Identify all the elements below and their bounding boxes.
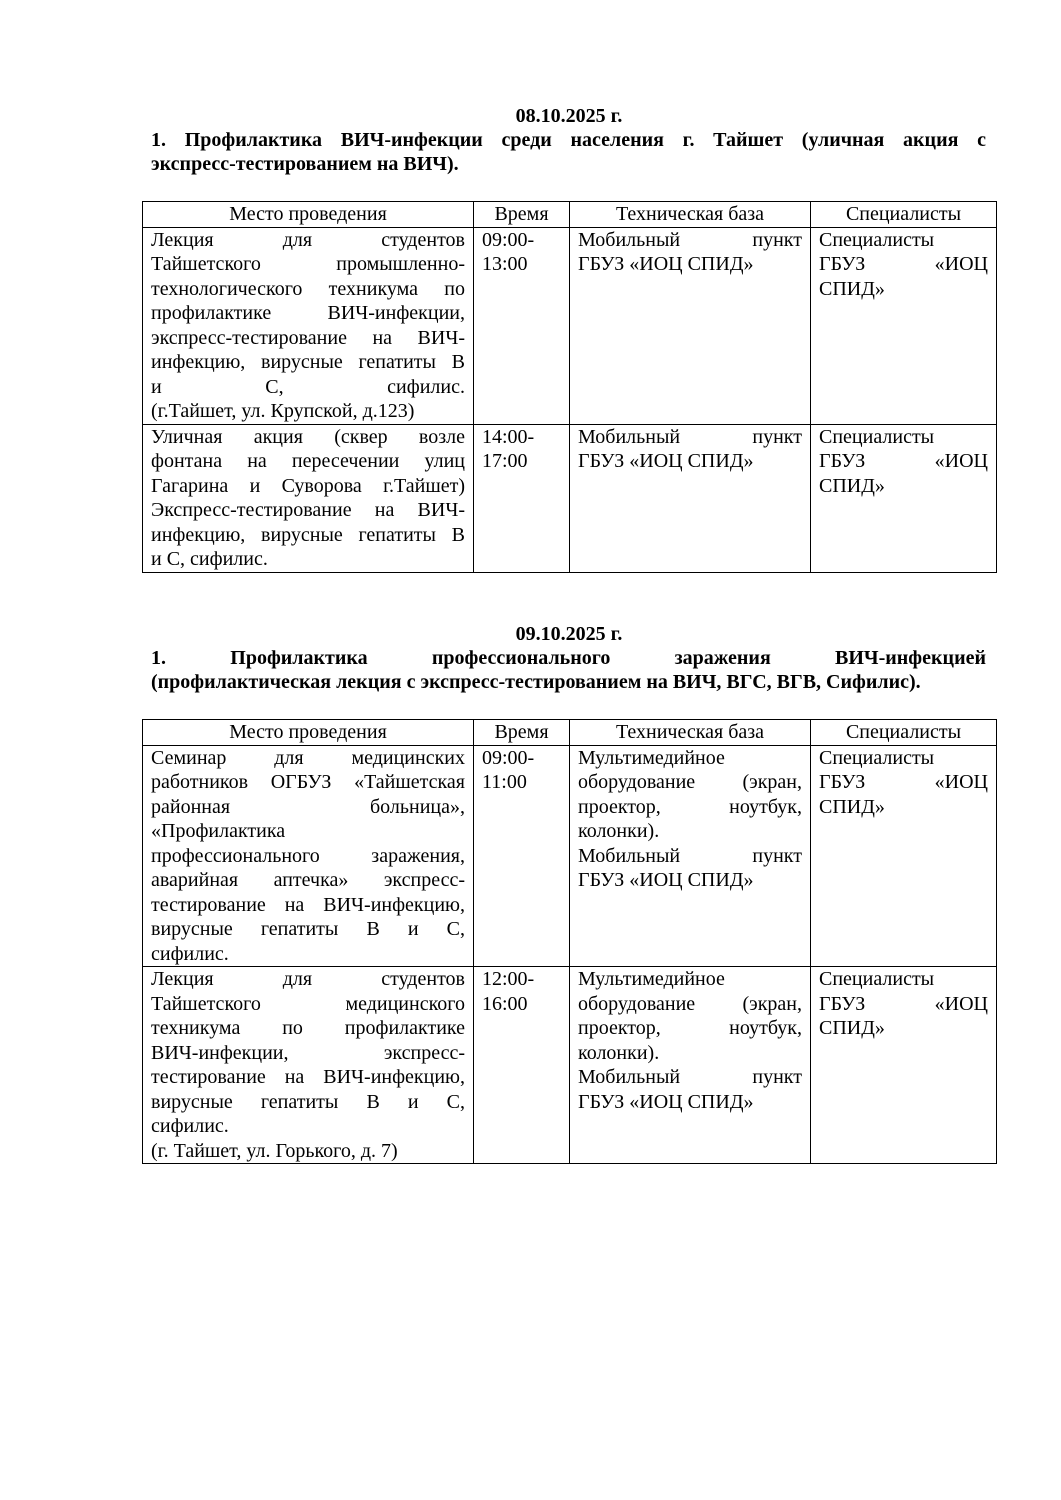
cell-text-line: и С, сифилис. [151, 375, 465, 398]
cell-text-line: экспресс-тестирование на ВИЧ- [151, 326, 465, 349]
cell-text-line: аварийная аптечка» экспресс- [151, 869, 465, 891]
cell-text-line: Уличная акция (сквер возле [151, 425, 465, 448]
cell-text-line: тестирование на ВИЧ-инфекцию, [151, 1066, 465, 1088]
heading-line: экспресс-тестированием на ВИЧ). [151, 153, 459, 175]
cell-text-line: колонки). [578, 820, 660, 842]
column-header-specialists: Специалисты [811, 720, 997, 746]
cell-text-line: Тайшетского медицинского [151, 992, 465, 1015]
column-header-place: Место проведения [143, 720, 474, 746]
cell-base [570, 967, 811, 1164]
cell-place [143, 227, 474, 424]
cell-text-line: проектор, ноутбук, [578, 795, 802, 818]
cell-text-line: районная больница», [151, 795, 465, 818]
cell-time [474, 424, 570, 572]
cell-text-line: 12:00- [482, 968, 535, 990]
cell-text-line: профессионального заражения, [151, 844, 465, 867]
schedule-table [142, 719, 997, 1164]
cell-text-line: проектор, ноутбук, [578, 1017, 802, 1039]
cell-text-line: ГБУЗ «ИОЦ СПИД» [578, 869, 754, 891]
cell-text-line: профилактике ВИЧ-инфекции, [151, 302, 465, 324]
cell-text-line: Экспресс-тестирование на ВИЧ- [151, 499, 465, 521]
cell-text-line: Тайшетского промышленно- [151, 253, 465, 275]
cell-text-line: оборудование (экран, [578, 992, 802, 1015]
cell-text-line: сифилис. [151, 942, 229, 965]
cell-text-line: работников ОГБУЗ «Тайшетская [151, 771, 465, 793]
section-heading [142, 646, 996, 694]
cell-specialists [811, 967, 997, 1164]
cell-text-line: СПИД» [819, 1017, 885, 1039]
cell-base [570, 745, 811, 967]
table-body [143, 745, 997, 1164]
cell-specialists [811, 745, 997, 967]
cell-text-line: Специалисты [819, 228, 935, 251]
column-header-place: Место проведения [143, 202, 474, 228]
cell-text-line: ГБУЗ «ИОЦ [819, 253, 988, 275]
cell-text-line: СПИД» [819, 795, 885, 818]
cell-text-line: Мультимедийное [578, 968, 725, 990]
cell-text-line: Мобильный пункт [578, 844, 802, 867]
column-header-base: Техническая база [570, 202, 811, 228]
cell-specialists [811, 227, 997, 424]
cell-text-line: тестирование на ВИЧ-инфекцию, [151, 893, 465, 916]
cell-text-line: Лекция для студентов [151, 968, 465, 990]
cell-text-line: инфекцию, вирусные гепатиты В [151, 523, 465, 546]
cell-text-line: Мобильный пункт [578, 228, 802, 251]
table-header-row [143, 720, 997, 746]
cell-time [474, 967, 570, 1164]
cell-text-line: ГБУЗ «ИОЦ [819, 450, 988, 472]
table-row [143, 227, 997, 424]
cell-text-line: ГБУЗ «ИОЦ [819, 992, 988, 1015]
cell-text-line: сифилис. [151, 1115, 229, 1137]
cell-text-line: 16:00 [482, 992, 528, 1015]
heading-line: (профилактическая лекция с экспресс-тестированием на ВИЧ, ВГС, ВГВ, Сифилис). [151, 671, 921, 693]
cell-text-line: Мультимедийное [578, 746, 725, 769]
table-row [143, 967, 997, 1164]
section-2025-10-09 [142, 622, 996, 1164]
cell-base [570, 424, 811, 572]
table-body [143, 227, 997, 572]
cell-specialists [811, 424, 997, 572]
cell-text-line: ГБУЗ «ИОЦ СПИД» [578, 450, 754, 472]
cell-text-line: ВИЧ-инфекции, экспресс- [151, 1041, 465, 1064]
cell-text-line: Специалисты [819, 425, 935, 448]
cell-text-line: Гагарина и Суворова г.Тайшет) [151, 474, 465, 497]
cell-text-line: вирусные гепатиты В и С, [151, 1090, 465, 1113]
cell-text-line: (г. Тайшет, ул. Горького, д. 7) [151, 1139, 398, 1162]
cell-text-line: и С, сифилис. [151, 548, 268, 570]
cell-text-line: оборудование (экран, [578, 771, 802, 793]
cell-text-line: колонки). [578, 1041, 660, 1064]
column-header-time: Время [474, 202, 570, 228]
cell-place [143, 967, 474, 1164]
cell-text-line: 11:00 [482, 771, 527, 793]
section-heading [142, 128, 996, 176]
cell-text-line: фонтана на пересечении улиц [151, 450, 465, 472]
cell-text-line: СПИД» [819, 474, 885, 497]
cell-text-line: Специалисты [819, 968, 935, 990]
cell-text-line: вирусные гепатиты В и С, [151, 918, 465, 940]
cell-place [143, 424, 474, 572]
cell-text-line: 09:00- [482, 228, 535, 251]
cell-time [474, 745, 570, 967]
column-header-time: Время [474, 720, 570, 746]
cell-text-line: «Профилактика [151, 820, 286, 842]
cell-text-line: ГБУЗ «ИОЦ СПИД» [578, 1090, 754, 1113]
cell-place [143, 745, 474, 967]
column-header-specialists: Специалисты [811, 202, 997, 228]
heading-line: 1. Профилактика профессионального заражения ВИЧ-инфекцией [151, 647, 986, 669]
cell-text-line: Семинар для медицинских [151, 746, 465, 769]
column-header-base: Техническая база [570, 720, 811, 746]
cell-text-line: ГБУЗ «ИОЦ [819, 771, 988, 793]
cell-text-line: СПИД» [819, 277, 885, 300]
cell-text-line: Мобильный пункт [578, 425, 802, 448]
schedule-table [142, 201, 997, 573]
table-row [143, 424, 997, 572]
cell-base [570, 227, 811, 424]
cell-time [474, 227, 570, 424]
cell-text-line: (г.Тайшет, ул. Крупской, д.123) [151, 400, 415, 422]
cell-text-line: Мобильный пункт [578, 1066, 802, 1088]
table-header-row [143, 202, 997, 228]
cell-text-line: 09:00- [482, 746, 535, 769]
table-row [143, 745, 997, 967]
cell-text-line: 17:00 [482, 450, 528, 472]
section-2025-10-08 [142, 104, 996, 573]
section-date: 08.10.2025 г. [515, 105, 623, 127]
section-date: 09.10.2025 г. [515, 623, 623, 645]
cell-text-line: Лекция для студентов [151, 228, 465, 251]
cell-text-line: Специалисты [819, 746, 935, 769]
cell-text-line: инфекцию, вирусные гепатиты В [151, 351, 465, 373]
cell-text-line: 14:00- [482, 425, 535, 448]
cell-text-line: техникума по профилактике [151, 1017, 465, 1039]
heading-line: 1. Профилактика ВИЧ-инфекции среди населения г. Тайшет (уличная акция с [151, 129, 986, 151]
cell-text-line: 13:00 [482, 253, 528, 275]
cell-text-line: технологического техникума по [151, 277, 465, 300]
cell-text-line: ГБУЗ «ИОЦ СПИД» [578, 253, 754, 275]
